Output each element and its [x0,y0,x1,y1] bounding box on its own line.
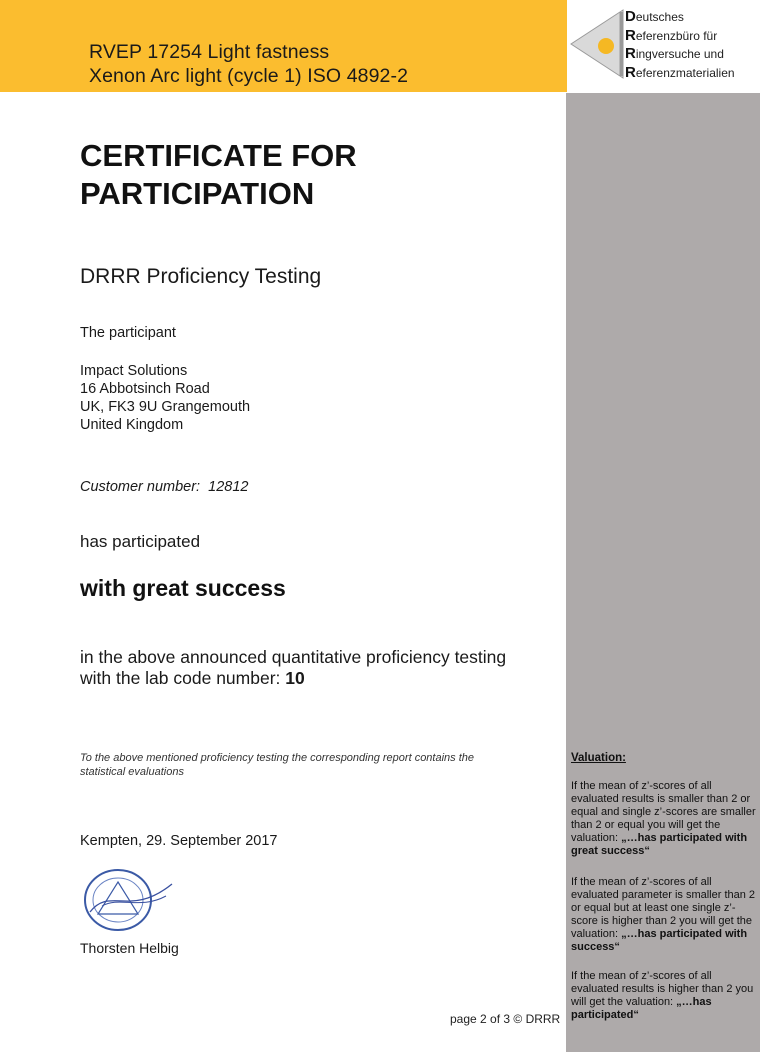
drrr-logo [567,0,760,92]
logo-word-4: Referenzmaterialien [625,63,735,81]
place-date: Kempten, 29. September 2017 [80,833,278,849]
certificate-title: CERTIFICATE FOR PARTICIPATION [80,138,357,211]
valuation-title: Valuation: [571,752,626,764]
address-line: UK, FK3 9U Grangemouth [80,399,251,415]
logo-word-3: Ringversuche und [625,45,724,62]
signer-name: Thorsten Helbig [80,940,179,956]
report-note: To the above mentioned proficiency testing the corresponding report contains the statistical evaluations [80,752,475,778]
header-title-line2: Xenon Arc light (cycle 1) ISO 4892-2 [89,65,409,87]
logo-triangle-icon [569,8,625,80]
header-title-line1: RVEP 17254 Light fastness [89,41,330,63]
has-participated-text: has participated [80,532,201,551]
page-footer: page 2 of 3 © DRRR [450,1012,561,1026]
announcement-text: in the above announced quantitative proficiency testing with the lab code number: 10 [80,647,507,688]
address-line: 16 Abbotsinch Road [80,381,210,397]
signature-stamp-icon [80,866,176,938]
header-band [0,0,567,92]
logo-word-1: Deutsches [625,8,684,25]
valuation-rule-participated: If the mean of z’-scores of all evaluated results is higher than 2 you will get the valuation: „…has participated“ [571,970,754,1021]
certificate-subtitle: DRRR Proficiency Testing [80,265,322,288]
participant-address [80,362,250,434]
valuation-rule-great-success: If the mean of z’-scores of all evaluated results is smaller than 2 or equal and single z’-scores are smaller than 2 or equal you will get the valuation: „…has participated with great success“ [571,780,756,857]
logo-wordmark [625,8,735,82]
logo-word-2: Referenzbüro für [625,26,718,44]
customer-number: Customer number: 12812 [80,479,249,495]
success-rating: with great success [80,575,286,601]
lab-code: 10 [285,668,305,688]
address-line: United Kingdom [80,417,184,433]
valuation-rule-success: If the mean of z’-scores of all evaluated parameter is smaller than 2 or equal but at least one single z’- score is higher than 2 you will get the valuation: „…has participated with success“ [571,876,756,953]
participant-label: The participant [80,325,176,341]
address-line: Impact Solutions [80,363,188,379]
